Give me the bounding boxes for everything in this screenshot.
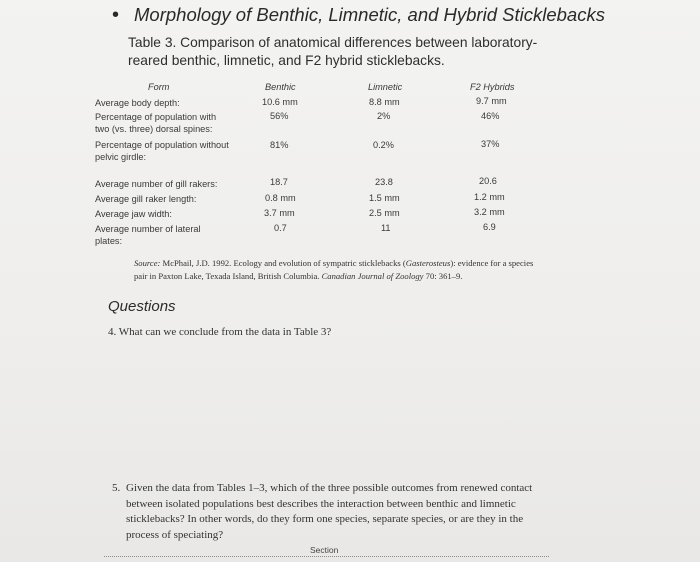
cell-hybrid-body-depth: 9.7 mm	[476, 96, 507, 106]
row-label-body-depth: Average body depth:	[95, 98, 180, 108]
cell-benthic-gill-rakers: 18.7	[270, 177, 288, 187]
source-text-2: ): evidence for a species pair in Paxton Lake, Texada Island, British Columbia.	[134, 258, 534, 281]
cell-limnetic-lateral-plates: 11	[381, 223, 391, 233]
cell-benthic-gill-raker-length: 0.8 mm	[265, 193, 296, 203]
row-label-pelvic-girdle: Percentage of population without pelvic girdle:	[95, 140, 229, 162]
source-genus: Gasterosteus	[405, 258, 451, 268]
cell-limnetic-gill-rakers: 23.8	[375, 177, 393, 187]
source-journal: Canadian Journal of Zoology	[321, 270, 424, 281]
column-header-limnetic: Limnetic	[368, 82, 403, 92]
question-5-number: 5.	[112, 482, 121, 494]
question-4: 4. What can we conclude from the data in Table 3?	[108, 326, 332, 338]
column-header-benthic: Benthic	[265, 82, 296, 92]
answer-line-divider	[104, 556, 549, 557]
row-label-jaw-width: Average jaw width:	[95, 209, 172, 219]
cell-hybrid-lateral-plates: 6.9	[483, 222, 496, 232]
source-text-3: 70: 361–9.	[423, 270, 463, 281]
cell-limnetic-gill-raker-length: 1.5 mm	[369, 193, 400, 203]
table-source-citation	[134, 257, 544, 282]
row-label-gill-rakers: Average number of gill rakers:	[95, 179, 218, 189]
question-5-text: Given the data from Tables 1–3, which of the three possible outcomes from renewed contact between isolated populations best describes the interaction between benthic and limnetic sticklebacks? In other words, do they form one species, separate species, or are they in the process of speciating?	[126, 482, 533, 541]
cell-limnetic-jaw-width: 2.5 mm	[369, 208, 400, 218]
cell-hybrid-dorsal-spines: 46%	[481, 111, 500, 121]
cell-hybrid-gill-rakers: 20.6	[479, 176, 497, 186]
bullet-icon: •	[112, 4, 120, 26]
cell-hybrid-gill-raker-length: 1.2 mm	[474, 192, 505, 202]
cell-limnetic-body-depth: 8.8 mm	[369, 97, 400, 107]
table-caption: Table 3. Comparison of anatomical differences between laboratory-reared benthic, limnetic, and F2 hybrid sticklebacks.	[128, 35, 538, 68]
source-text-1: McPhail, J.D. 1992. Ecology and evolution of sympatric sticklebacks (	[160, 258, 406, 268]
cell-benthic-dorsal-spines: 56%	[270, 111, 289, 121]
row-label-lateral-plates: Average number of lateral plates:	[95, 224, 201, 246]
section-title: Morphology of Benthic, Limnetic, and Hybrid Sticklebacks	[134, 4, 605, 25]
section-label: Section	[310, 545, 339, 555]
column-header-form: Form	[148, 82, 170, 92]
source-prefix: Source:	[134, 258, 161, 268]
cell-benthic-lateral-plates: 0.7	[274, 223, 287, 233]
section-heading	[112, 4, 605, 27]
question-5	[112, 481, 547, 543]
cell-benthic-pelvic-girdle: 81%	[270, 140, 289, 150]
cell-hybrid-pelvic-girdle: 37%	[481, 139, 500, 149]
questions-heading: Questions	[108, 298, 176, 315]
row-label-dorsal-spines: Percentage of population with two (vs. three) dorsal spines:	[95, 112, 217, 134]
column-header-f2-hybrids: F2 Hybrids	[470, 82, 515, 92]
cell-limnetic-dorsal-spines: 2%	[377, 111, 391, 121]
cell-hybrid-jaw-width: 3.2 mm	[474, 207, 505, 217]
cell-limnetic-pelvic-girdle: 0.2%	[373, 140, 394, 150]
cell-benthic-body-depth: 10.6 mm	[262, 97, 298, 107]
row-label-gill-raker-length: Average gill raker length:	[95, 194, 197, 204]
cell-benthic-jaw-width: 3.7 mm	[264, 208, 295, 218]
